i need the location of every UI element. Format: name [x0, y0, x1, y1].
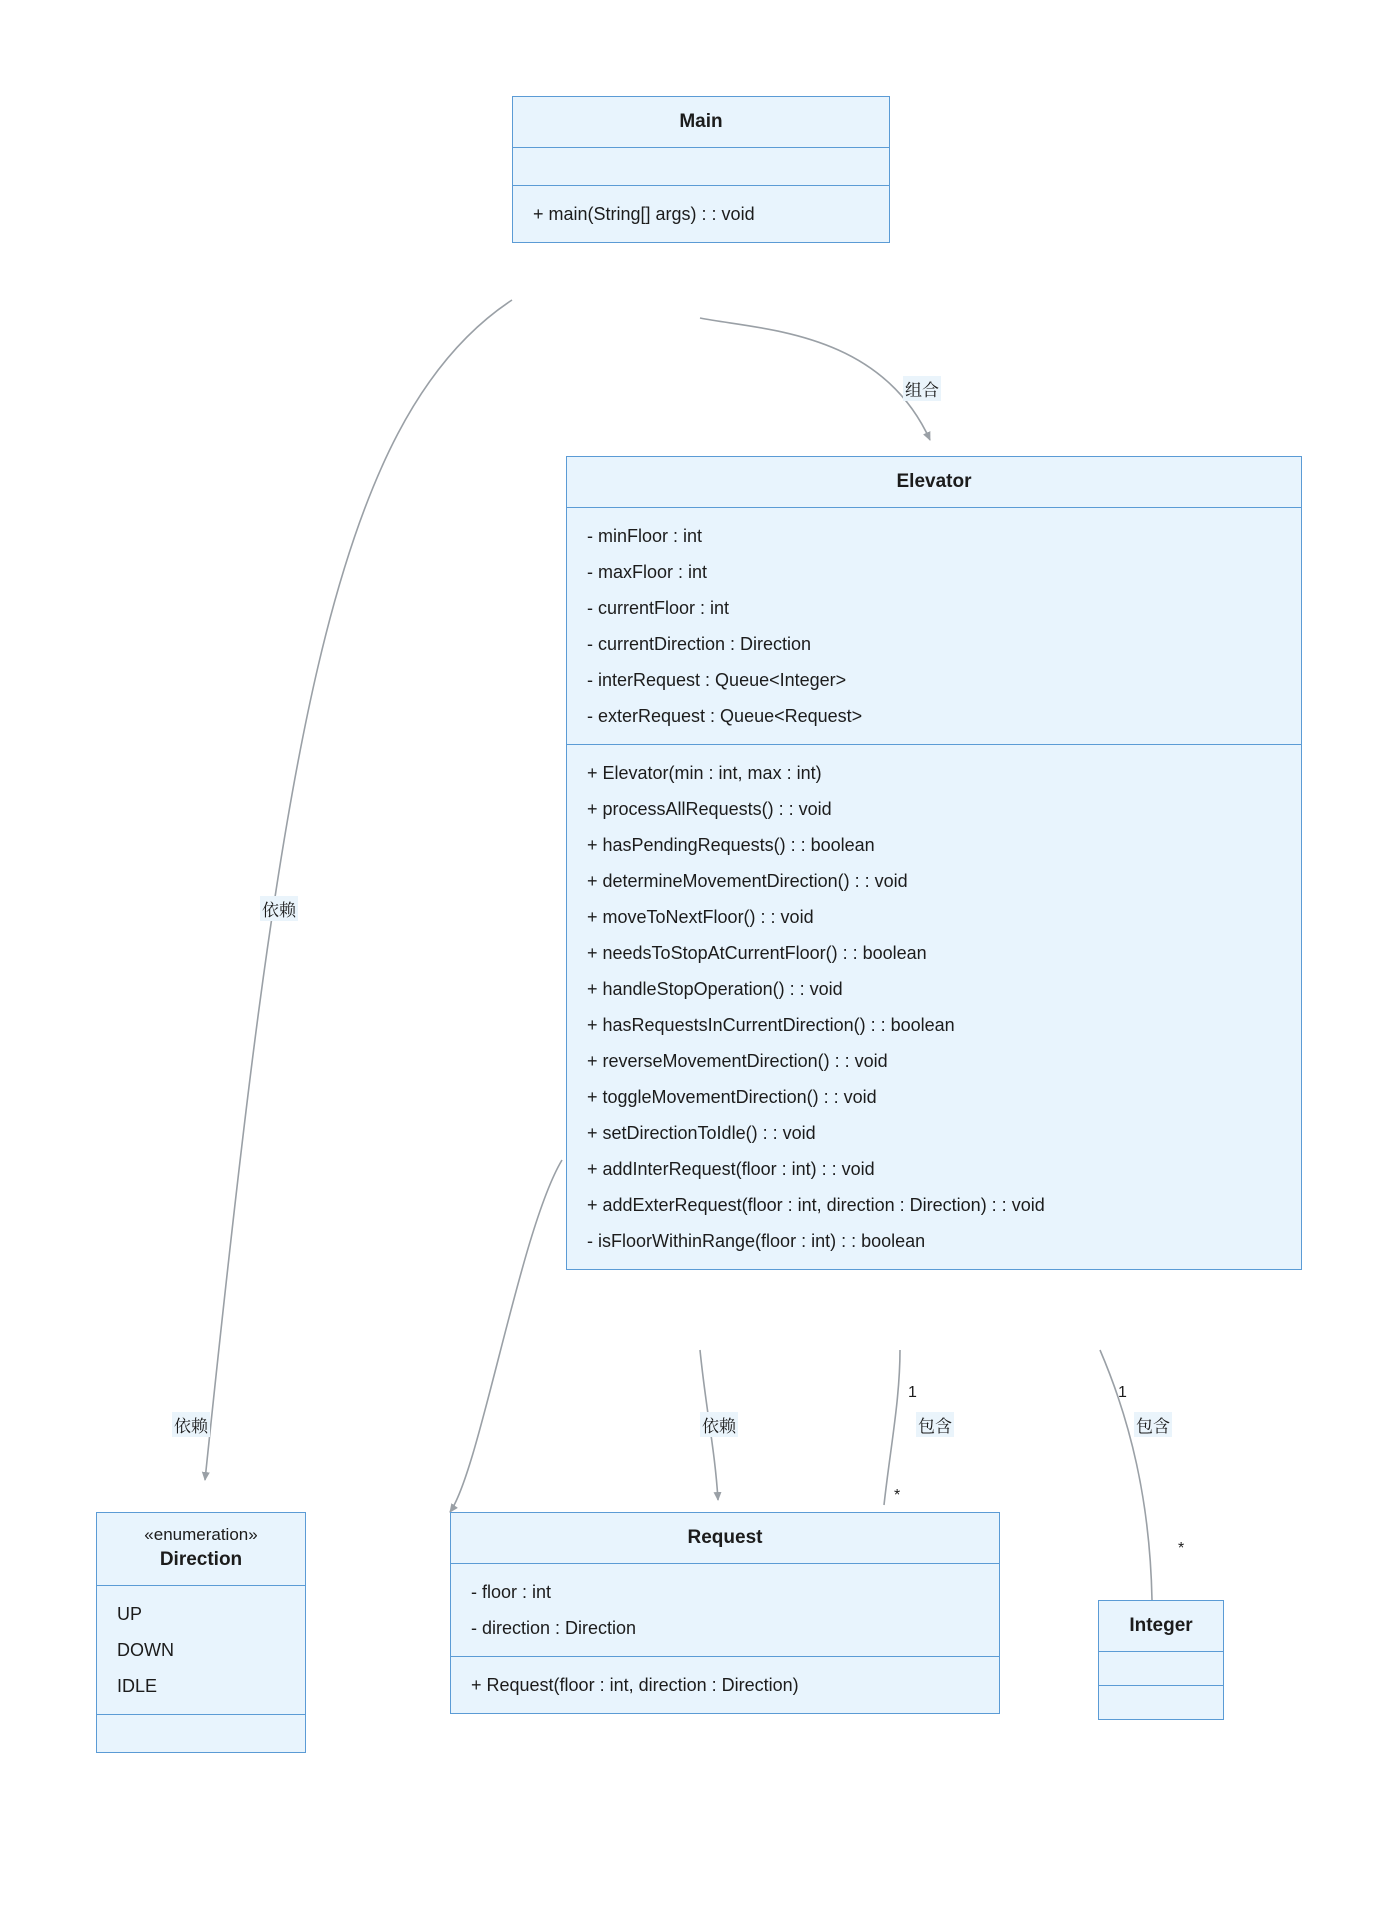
enum-value-down: DOWN	[117, 1640, 174, 1660]
method-isfloorwithinrange: - isFloorWithinRange(floor : int) : : boolean	[587, 1231, 926, 1251]
class-integer-methods	[1099, 1685, 1223, 1719]
method-elevator-ctor: + Elevator(min : int, max : int)	[587, 763, 822, 783]
class-main-attributes	[513, 147, 889, 185]
mult-target-integer: *	[1178, 1540, 1185, 1557]
class-elevator-methods	[567, 744, 1301, 1269]
enum-value-up: UP	[117, 1604, 143, 1624]
direction-name: Direction	[159, 1549, 243, 1570]
attribute-currentdirection: - currentDirection : Direction	[587, 634, 812, 654]
method-determinemovementdirection: + determineMovementDirection() : : void	[587, 871, 908, 891]
class-request-title: Request	[687, 1527, 763, 1548]
class-main-title: Main	[679, 111, 723, 132]
class-direction-title	[97, 1513, 305, 1585]
method-hasrequestsincurrentdirection: + hasRequestsInCurrentDirection() : : boolean	[587, 1015, 955, 1035]
method-handlestopoperation: + handleStopOperation() : : void	[587, 979, 843, 999]
mult-target-request: *	[894, 1487, 901, 1504]
class-integer[interactable]	[1098, 1600, 1224, 1720]
class-direction-values	[97, 1585, 305, 1714]
class-integer-title: Integer	[1129, 1615, 1193, 1636]
attribute-floor: - floor : int	[471, 1582, 552, 1602]
class-direction[interactable]	[96, 1512, 306, 1753]
attribute-direction: - direction : Direction	[471, 1618, 637, 1638]
class-elevator-title: Elevator	[896, 471, 972, 492]
class-elevator[interactable]	[566, 456, 1302, 1270]
method-togglemovementdirection: + toggleMovementDirection() : : void	[587, 1087, 877, 1107]
method-main: + main(String[] args) : : void	[533, 204, 755, 224]
attribute-interrequest: - interRequest : Queue<Integer>	[587, 670, 847, 690]
enum-value-idle: IDLE	[117, 1676, 158, 1696]
class-main-methods	[513, 185, 889, 242]
edge-label-main-request: 依赖	[172, 1412, 210, 1437]
direction-stereotype: «enumeration»	[144, 1525, 258, 1544]
method-addinterrequest: + addInterRequest(floor : int) : : void	[587, 1159, 875, 1179]
method-processallrequests: + processAllRequests() : : void	[587, 799, 832, 819]
class-request-methods	[451, 1656, 999, 1713]
edge-label-elevator-request-dep: 依赖	[700, 1412, 738, 1437]
method-needstostopatcurrentfloor: + needsToStopAtCurrentFloor() : : boolean	[587, 943, 927, 963]
method-setdirectiontoidle: + setDirectionToIdle() : : void	[587, 1123, 816, 1143]
attribute-exterrequest: - exterRequest : Queue<Request>	[587, 706, 863, 726]
edge-label-main-elevator: 组合	[903, 376, 941, 401]
mult-source-request: 1	[908, 1384, 917, 1401]
class-request[interactable]	[450, 1512, 1000, 1714]
method-request-ctor: + Request(floor : int, direction : Direction)	[471, 1675, 799, 1695]
class-direction-methods	[97, 1714, 305, 1752]
edge-label-main-direction: 依赖	[260, 896, 298, 921]
method-reversemovementdirection: + reverseMovementDirection() : : void	[587, 1051, 888, 1071]
attribute-minfloor: - minFloor : int	[587, 526, 703, 546]
class-elevator-attributes	[567, 507, 1301, 744]
class-integer-attributes	[1099, 1651, 1223, 1685]
edge-label-elevator-integer-comp: 包含	[1134, 1412, 1172, 1437]
method-haspendingrequests: + hasPendingRequests() : : boolean	[587, 835, 875, 855]
attribute-currentfloor: - currentFloor : int	[587, 598, 730, 618]
method-addexterrequest: + addExterRequest(floor : int, direction : Direction) : : void	[587, 1195, 1045, 1215]
method-movetonextfloor: + moveToNextFloor() : : void	[587, 907, 814, 927]
class-request-attributes	[451, 1563, 999, 1656]
edge-label-elevator-request-comp: 包含	[916, 1412, 954, 1437]
class-main[interactable]	[512, 96, 890, 243]
mult-source-integer: 1	[1118, 1384, 1127, 1401]
attribute-maxfloor: - maxFloor : int	[587, 562, 708, 582]
